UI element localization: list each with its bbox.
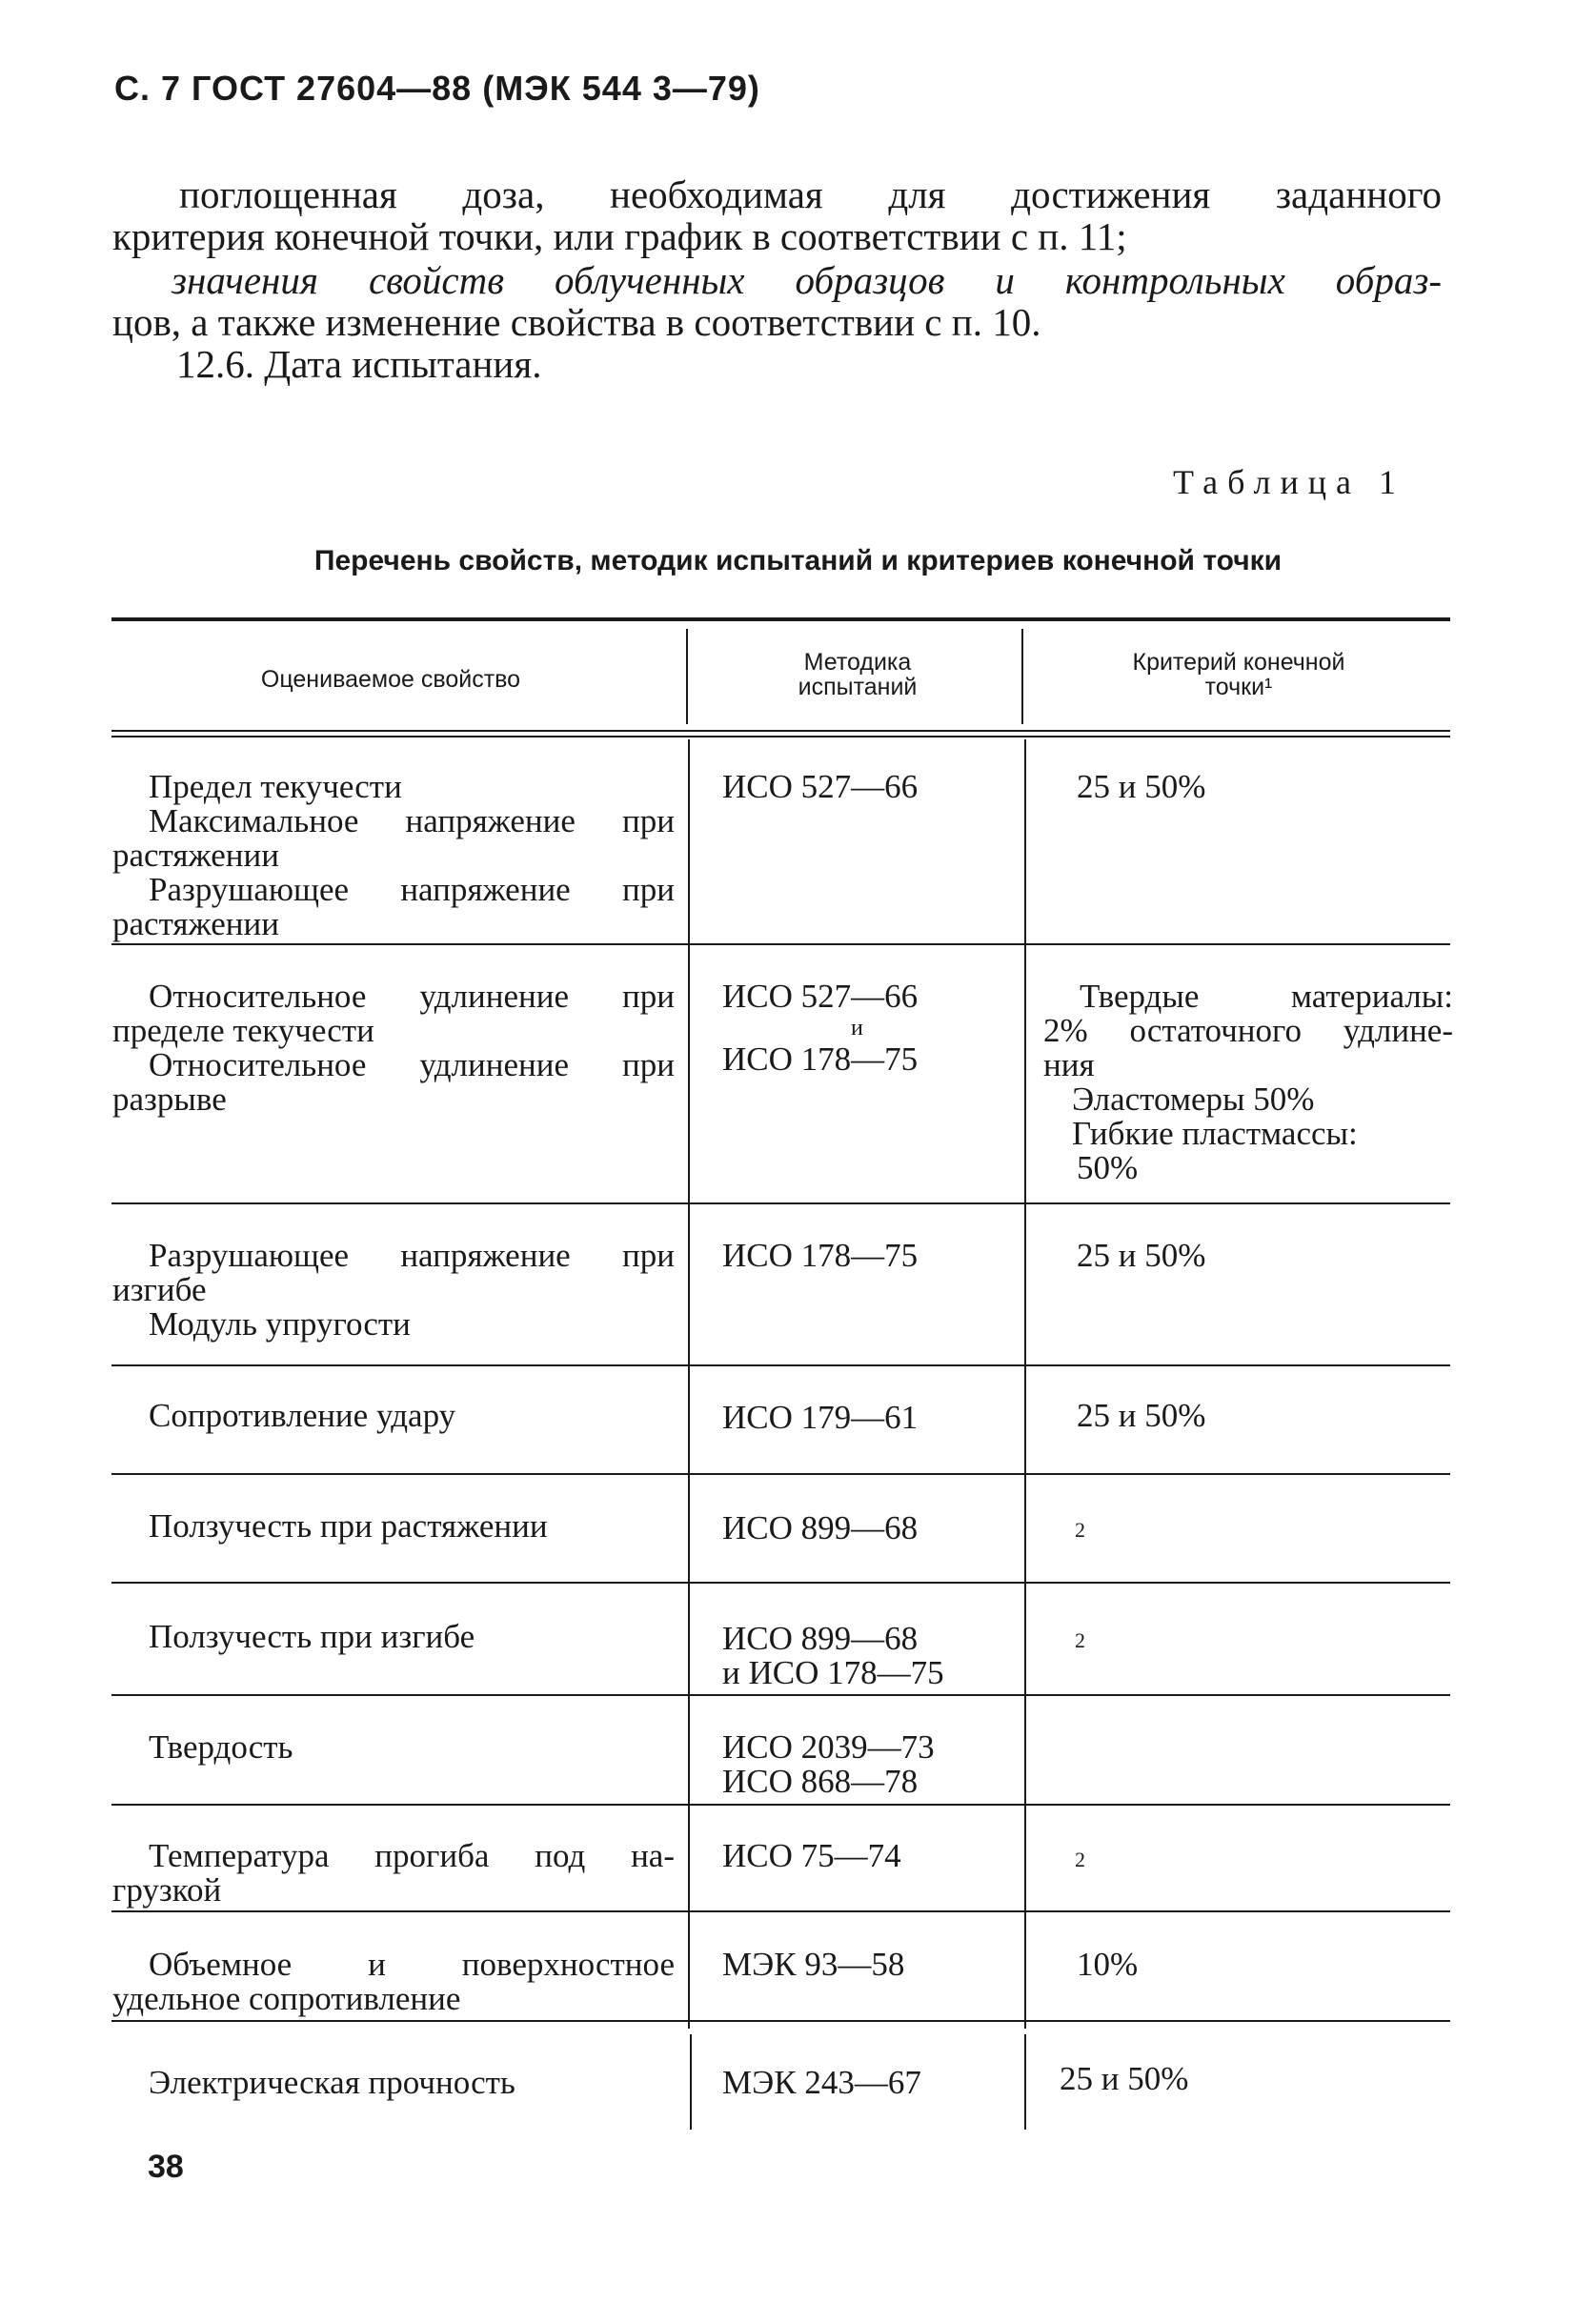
cell-line: грузкой [112,1871,222,1909]
row-divider [111,1694,1450,1696]
cell-line: растяжении [112,837,279,874]
paragraph-property-values [112,259,1446,343]
method-cell [722,1839,1008,1873]
table-top-rule [111,617,1450,621]
cell-line: Твердость [149,1728,293,1766]
cell-line: Электрическая прочность [149,2064,515,2101]
cell-line: ИСО 2039—73 [722,1728,935,1766]
table-row [112,1399,675,1433]
cell-line: Объемное и поверхностное [149,1946,675,1983]
header-method-line: Методика [803,649,912,676]
cell-line: Твердые материалы: [1080,978,1453,1015]
criterion-cell [1077,1399,1486,1433]
page-header: С. 7 ГОСТ 27604—88 (МЭК 544 3—79) [114,69,760,108]
table-row [112,1509,675,1544]
cell-line: Эластомеры 50% [1072,1081,1315,1118]
cell-line: изгибе [112,1271,207,1308]
method-cell [722,1401,1008,1435]
table-row [112,770,675,941]
cell-line: растяжении [112,905,279,942]
cell-line: и ИСО 178—75 [722,1654,944,1691]
row-divider [111,1202,1450,1204]
cell-line: ИСО 178—75 [722,1237,919,1274]
cell-line: Сопротивление удару [149,1397,456,1434]
row-divider [111,943,1450,945]
row-divider [111,2020,1450,2022]
method-cell [722,1239,1008,1273]
table-row [112,1839,675,1908]
cell-line: ИСО 75—74 [722,1837,901,1874]
table-label: Таблица 1 [1173,463,1405,501]
cell-line: 25 и 50% [1077,1397,1206,1434]
cell-line: Разрушающее напряжение при [149,871,675,908]
cell-line: Предел текучести [149,768,402,805]
criterion-cell [1075,1624,1485,1658]
cell-line: Относительное удлинение при [149,978,675,1015]
cell-line: Относительное удлинение при [149,1046,675,1083]
table-row [112,1948,675,2016]
cell-line: Ползучесть при изгибе [149,1618,475,1655]
column-rule [690,2034,692,2130]
table-row [112,980,675,1117]
cell-line: 2% остаточного удлине- [1043,1012,1453,1049]
method-cell [722,980,1008,1077]
cell-line: Максимальное напряжение при [149,802,675,839]
cell-line: ИСО 179—61 [722,1399,919,1436]
cell-line: удельное сопротивление [112,1980,461,2017]
paragraph-line: значения свойств облученных образцов и контрольных образ- [172,258,1442,302]
cell-line: Гибкие пластмассы: [1072,1115,1358,1152]
column-rule [1024,739,1026,2029]
row-divider [111,1910,1450,1912]
cell-line: Модуль упругости [149,1305,411,1343]
criterion-cell [1043,980,1453,1185]
cell-line: ИСО 899—68 [722,1509,919,1546]
method-cell [722,1948,1008,1982]
cell-line: ИСО 178—75 [722,1040,919,1078]
criterion-cell [1075,1843,1485,1877]
table-row [112,1239,675,1342]
method-cell [722,1730,1008,1799]
paragraph-test-date: 12.6. Дата испытания. [176,342,542,386]
cell-line: Температура прогиба под на- [149,1837,675,1874]
criterion-cell [1075,1513,1485,1547]
column-rule [1021,629,1023,724]
method-cell [722,770,1008,804]
header-method [696,650,1020,699]
footnote-mark: 2 [1075,1848,1085,1871]
criterion-cell [1077,1239,1486,1273]
row-divider [111,1804,1450,1806]
paragraph-absorbed-dose [112,173,1446,257]
header-criterion-line: точки¹ [1204,674,1273,700]
paragraph-line: поглощенная доза, необходимая для достижения заданного [179,172,1442,216]
criterion-cell [1077,1948,1486,1982]
column-rule [688,739,690,2029]
cell-line: ния [1043,1046,1095,1083]
cell-line: ИСО 899—68 [722,1620,919,1657]
cell-line: ИСО 868—78 [722,1763,919,1800]
column-rule [1024,2034,1026,2130]
footnote-mark: 2 [1075,1628,1085,1652]
header-method-line: испытаний [798,674,918,700]
criterion-cell [1077,770,1486,804]
paragraph-line: цов, а также изменение свойства в соответствии с п. 10. [112,300,1041,344]
header-bottom-rule [111,736,1450,737]
table-row [112,1620,675,1654]
header-property: Оцениваемое свойство [260,666,521,693]
cell-line: ИСО 527—66 [722,978,919,1015]
header-criterion [1034,650,1444,699]
header-bottom-rule [111,730,1450,732]
row-divider [111,1582,1450,1584]
row-divider [111,1364,1450,1366]
cell-line: пределе текучести [112,1012,374,1049]
cell-line: и [851,1016,863,1040]
method-cell [722,1622,1008,1690]
criterion-cell [1060,2062,1469,2096]
page-number: 38 [148,2149,184,2185]
cell-line: 25 и 50% [1060,2060,1189,2097]
table-row [112,2066,675,2100]
header-criterion-line: Критерий конечной [1132,649,1345,676]
cell-line: ИСО 527—66 [722,768,919,805]
cell-line: МЭК 243—67 [722,2064,921,2101]
footnote-mark: 2 [1075,1518,1085,1542]
cell-line: 50% [1077,1149,1139,1186]
cell-line: 25 и 50% [1077,1237,1206,1274]
table-title: Перечень свойств, методик испытаний и критериев конечной точки [313,545,1283,576]
cell-line: 25 и 50% [1077,768,1206,805]
column-rule [686,629,688,724]
table-row [112,1730,675,1765]
method-cell [722,2066,1008,2100]
row-divider [111,1473,1450,1475]
method-cell [722,1511,1008,1545]
cell-line: Ползучесть при растяжении [149,1507,548,1545]
cell-line: разрыве [112,1081,227,1118]
cell-line: МЭК 93—58 [722,1946,905,1983]
cell-line: Разрушающее напряжение при [149,1237,675,1274]
paragraph-line: критерия конечной точки, или график в соответствии с п. 11; [112,214,1127,258]
cell-line: 10% [1077,1946,1139,1983]
